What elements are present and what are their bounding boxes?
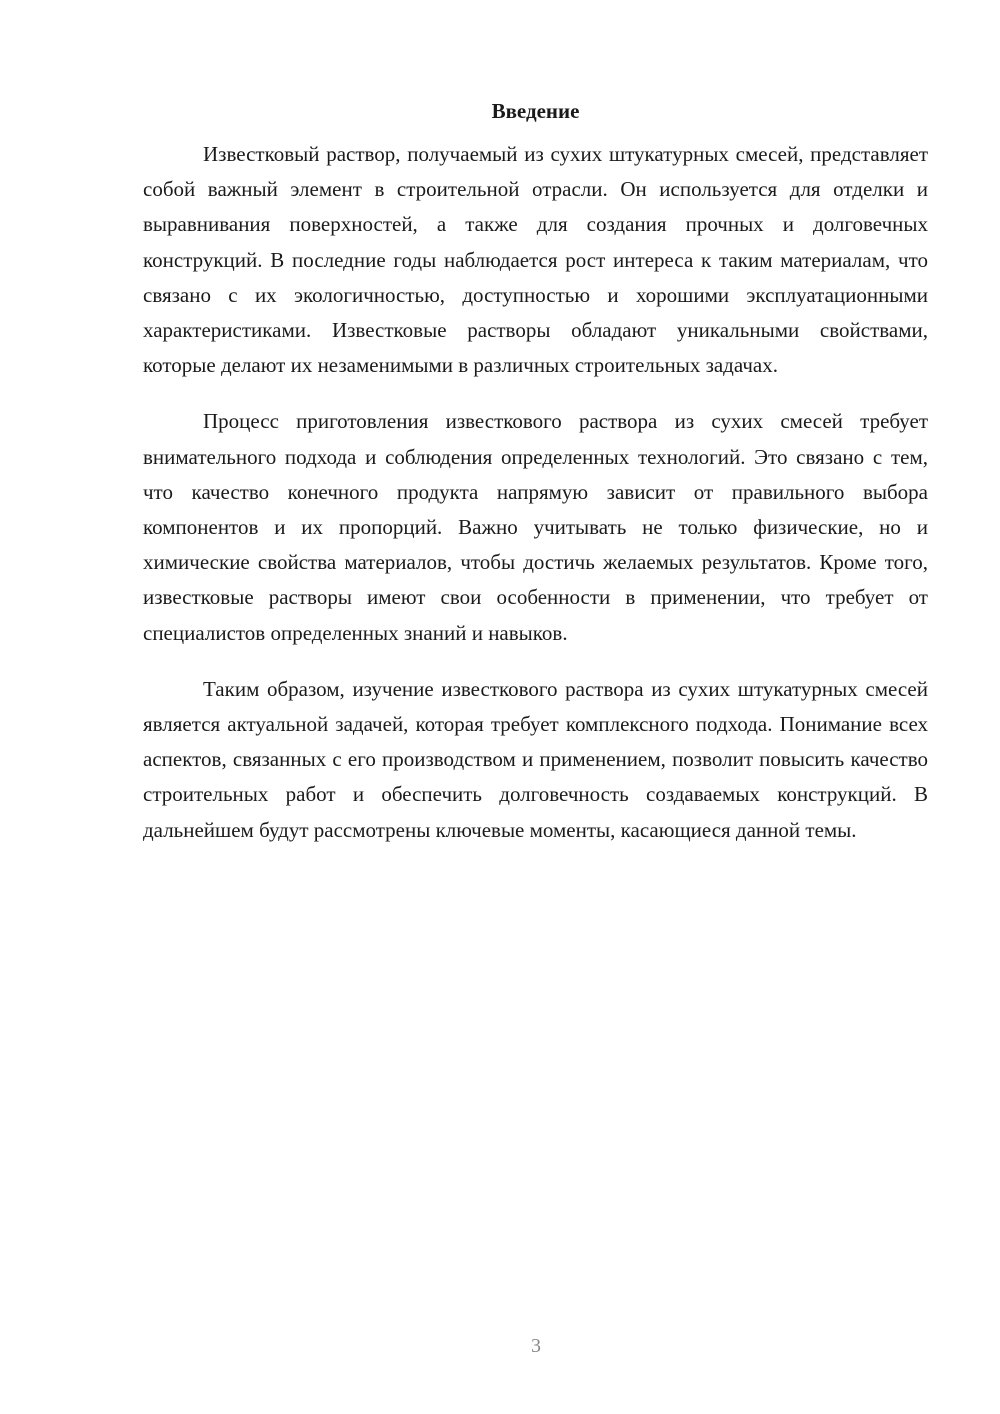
paragraph-preparation-process: Процесс приготовления известкового раствора из сухих смесей требует внимательного подхода и соблюдения определенных технологий. Это связано с тем, что качество конечного продукта напрямую зависит от правильного выбора компонентов и их пропорций. Важно учитывать не только физические, но и химические свойства материалов, чтобы достичь желаемых результатов. Кроме того, известковые растворы имеют свои особенности в применении, что требует от специалистов определенных знаний и навыков. bbox=[143, 409, 928, 645]
page-number: 3 bbox=[531, 1335, 541, 1357]
section-heading: Введение bbox=[491, 99, 580, 123]
page-content bbox=[143, 96, 928, 848]
paragraph-introduction: Известковый раствор, получаемый из сухих штукатурных смесей, представляет собой важный элемент в строительной отрасли. Он используется для отделки и выравнивания поверхностей, а также для создания прочных и долговечных конструкций. В последние годы наблюдается рост интереса к таким материалам, что связано с их экологичностью, доступностью и хорошими эксплуатационными характеристиками. Известковые растворы обладают уникальными свойствами, которые делают их незаменимыми в различных строительных задачах. bbox=[143, 142, 928, 378]
paragraph-conclusion: Таким образом, изучение известкового раствора из сухих штукатурных смесей является актуальной задачей, которая требует комплексного подхода. Понимание всех аспектов, связанных с его производством и применением, позволит повысить качество строительных работ и обеспечить долговечность создаваемых конструкций. В дальнейшем будут рассмотрены ключевые моменты, касающиеся данной темы. bbox=[143, 676, 928, 842]
